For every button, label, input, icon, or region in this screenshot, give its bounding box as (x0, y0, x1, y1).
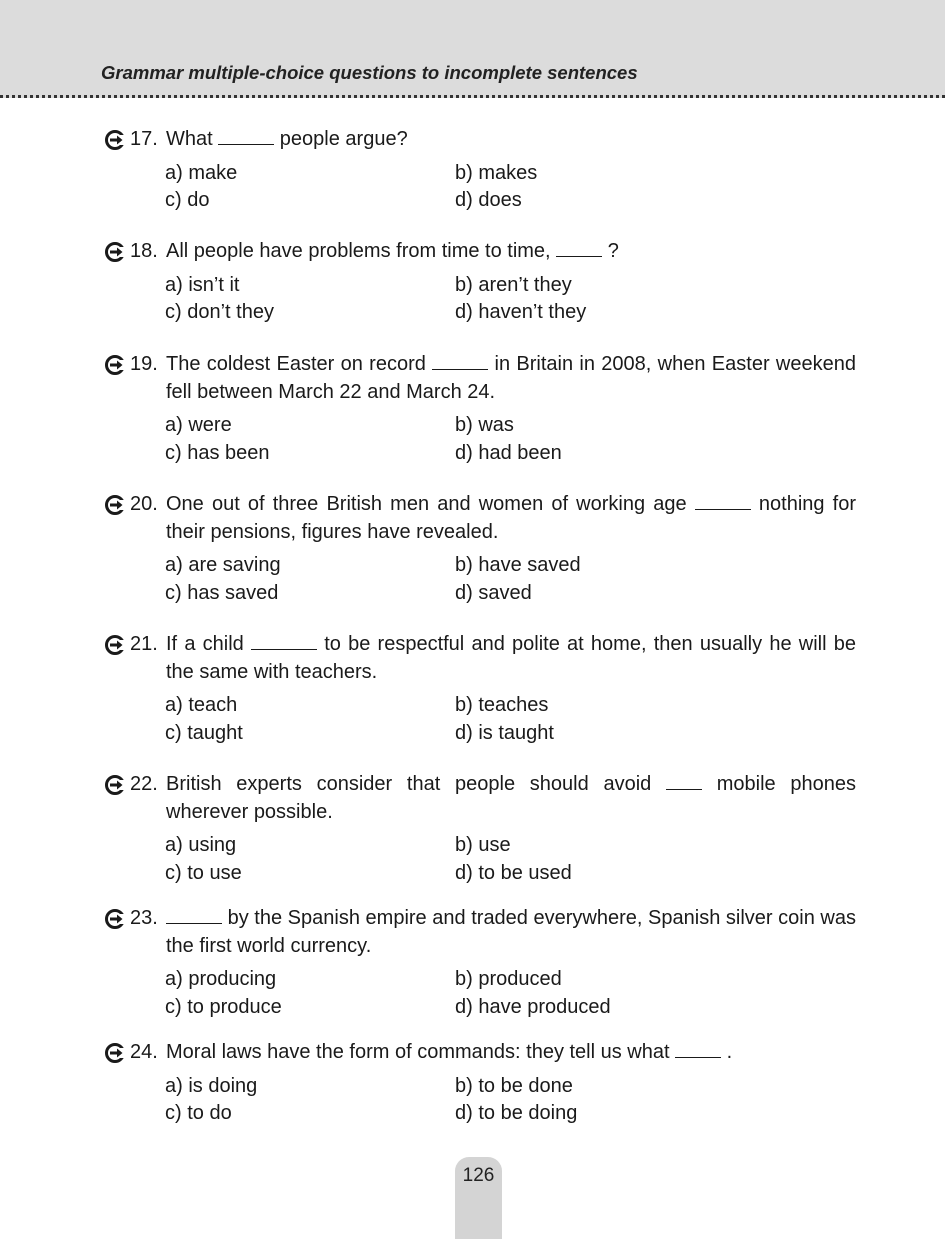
question-19 (104, 351, 856, 467)
answer-options (165, 1073, 856, 1128)
question-stem (104, 126, 856, 154)
answer-blank (251, 648, 317, 650)
question-21 (104, 631, 856, 747)
answer-blank (218, 143, 274, 145)
arrow-bullet-icon (104, 634, 126, 656)
option-d: d) to be doing (455, 1102, 578, 1124)
option-a: a) producing (165, 968, 277, 990)
question-text: If a child to be respectful and polite at home, then usually he will be the same with teachers. (166, 633, 856, 683)
option-b: b) was (455, 414, 514, 436)
answer-options (165, 832, 856, 887)
arrow-bullet-icon (104, 1042, 126, 1064)
question-stem (104, 351, 856, 406)
answer-blank (666, 788, 702, 790)
option-d: d) to be used (455, 861, 572, 884)
arrow-bullet-icon (104, 241, 126, 263)
option-d: d) haven’t they (455, 301, 587, 323)
question-22 (104, 771, 856, 887)
option-c: c) taught (165, 721, 243, 744)
answer-blank (166, 922, 222, 924)
arrow-bullet-icon (104, 774, 126, 796)
question-number: 18. (130, 240, 158, 262)
answer-blank (556, 255, 602, 257)
question-stem (104, 771, 856, 826)
page-number: 126 (462, 1165, 495, 1186)
question-text: All people have problems from time to time, ? (166, 240, 619, 262)
answer-blank (432, 368, 488, 370)
question-number: 23. (130, 907, 158, 929)
answer-blank (675, 1056, 721, 1058)
option-a: a) were (165, 414, 232, 436)
option-d: d) have produced (455, 995, 611, 1018)
answer-options (165, 552, 856, 607)
question-text: by the Spanish empire and traded everywhere, Spanish silver coin was the first world currency. (166, 907, 856, 957)
option-a: a) is doing (165, 1074, 258, 1097)
question-17 (104, 126, 856, 215)
option-c: c) don’t they (165, 301, 274, 323)
question-number: 19. (130, 353, 158, 375)
question-number: 20. (130, 493, 158, 515)
option-d: d) is taught (455, 721, 554, 744)
option-c: c) to do (165, 1102, 232, 1124)
dotted-divider (0, 95, 945, 98)
question-number: 21. (130, 633, 158, 655)
question-text: The coldest Easter on record in Britain in 2008, when Easter weekend fell between March 22 and March 24. (166, 353, 856, 403)
question-stem (104, 491, 856, 546)
arrow-bullet-icon (104, 129, 126, 151)
option-c: c) to produce (165, 995, 282, 1018)
question-text: What people argue? (166, 128, 408, 150)
answer-options (165, 272, 856, 327)
option-b: b) produced (455, 968, 562, 990)
page-number-tab (455, 1157, 502, 1239)
question-number: 24. (130, 1041, 158, 1063)
option-c: c) do (165, 189, 210, 211)
answer-options (165, 692, 856, 747)
option-a: a) teach (165, 694, 238, 716)
answer-blank (695, 508, 751, 510)
question-18 (104, 238, 856, 327)
question-20 (104, 491, 856, 607)
answer-options (165, 966, 856, 1021)
option-b: b) aren’t they (455, 273, 572, 296)
question-text: Moral laws have the form of commands: they tell us what . (166, 1041, 733, 1063)
option-b: b) have saved (455, 554, 581, 576)
question-text: One out of three British men and women of working age nothing for their pensions, figures have revealed. (166, 493, 856, 543)
question-24 (104, 1039, 856, 1128)
arrow-bullet-icon (104, 908, 126, 930)
running-header-title: Grammar multiple-choice questions to incomplete sentences (101, 62, 638, 83)
option-d: d) does (455, 189, 522, 211)
option-d: d) had been (455, 441, 562, 464)
option-c: c) has saved (165, 581, 279, 604)
question-23 (104, 905, 856, 1021)
option-a: a) make (165, 161, 238, 184)
arrow-bullet-icon (104, 354, 126, 376)
option-c: c) has been (165, 441, 270, 464)
question-number: 22. (130, 773, 158, 795)
question-stem (104, 631, 856, 686)
question-text: British experts consider that people should avoid mobile phones wherever possible. (166, 773, 857, 823)
option-a: a) isn’t it (165, 273, 240, 296)
question-number: 17. (130, 128, 158, 150)
option-a: a) are saving (165, 554, 281, 576)
option-b: b) use (455, 834, 511, 856)
option-a: a) using (165, 834, 237, 856)
option-b: b) to be done (455, 1074, 573, 1097)
option-d: d) saved (455, 581, 532, 604)
arrow-bullet-icon (104, 494, 126, 516)
option-b: b) teaches (455, 694, 549, 716)
option-b: b) makes (455, 161, 538, 184)
question-stem (104, 238, 856, 266)
option-c: c) to use (165, 861, 242, 884)
question-stem (104, 905, 856, 960)
question-stem (104, 1039, 856, 1067)
answer-options (165, 160, 856, 215)
answer-options (165, 412, 856, 467)
